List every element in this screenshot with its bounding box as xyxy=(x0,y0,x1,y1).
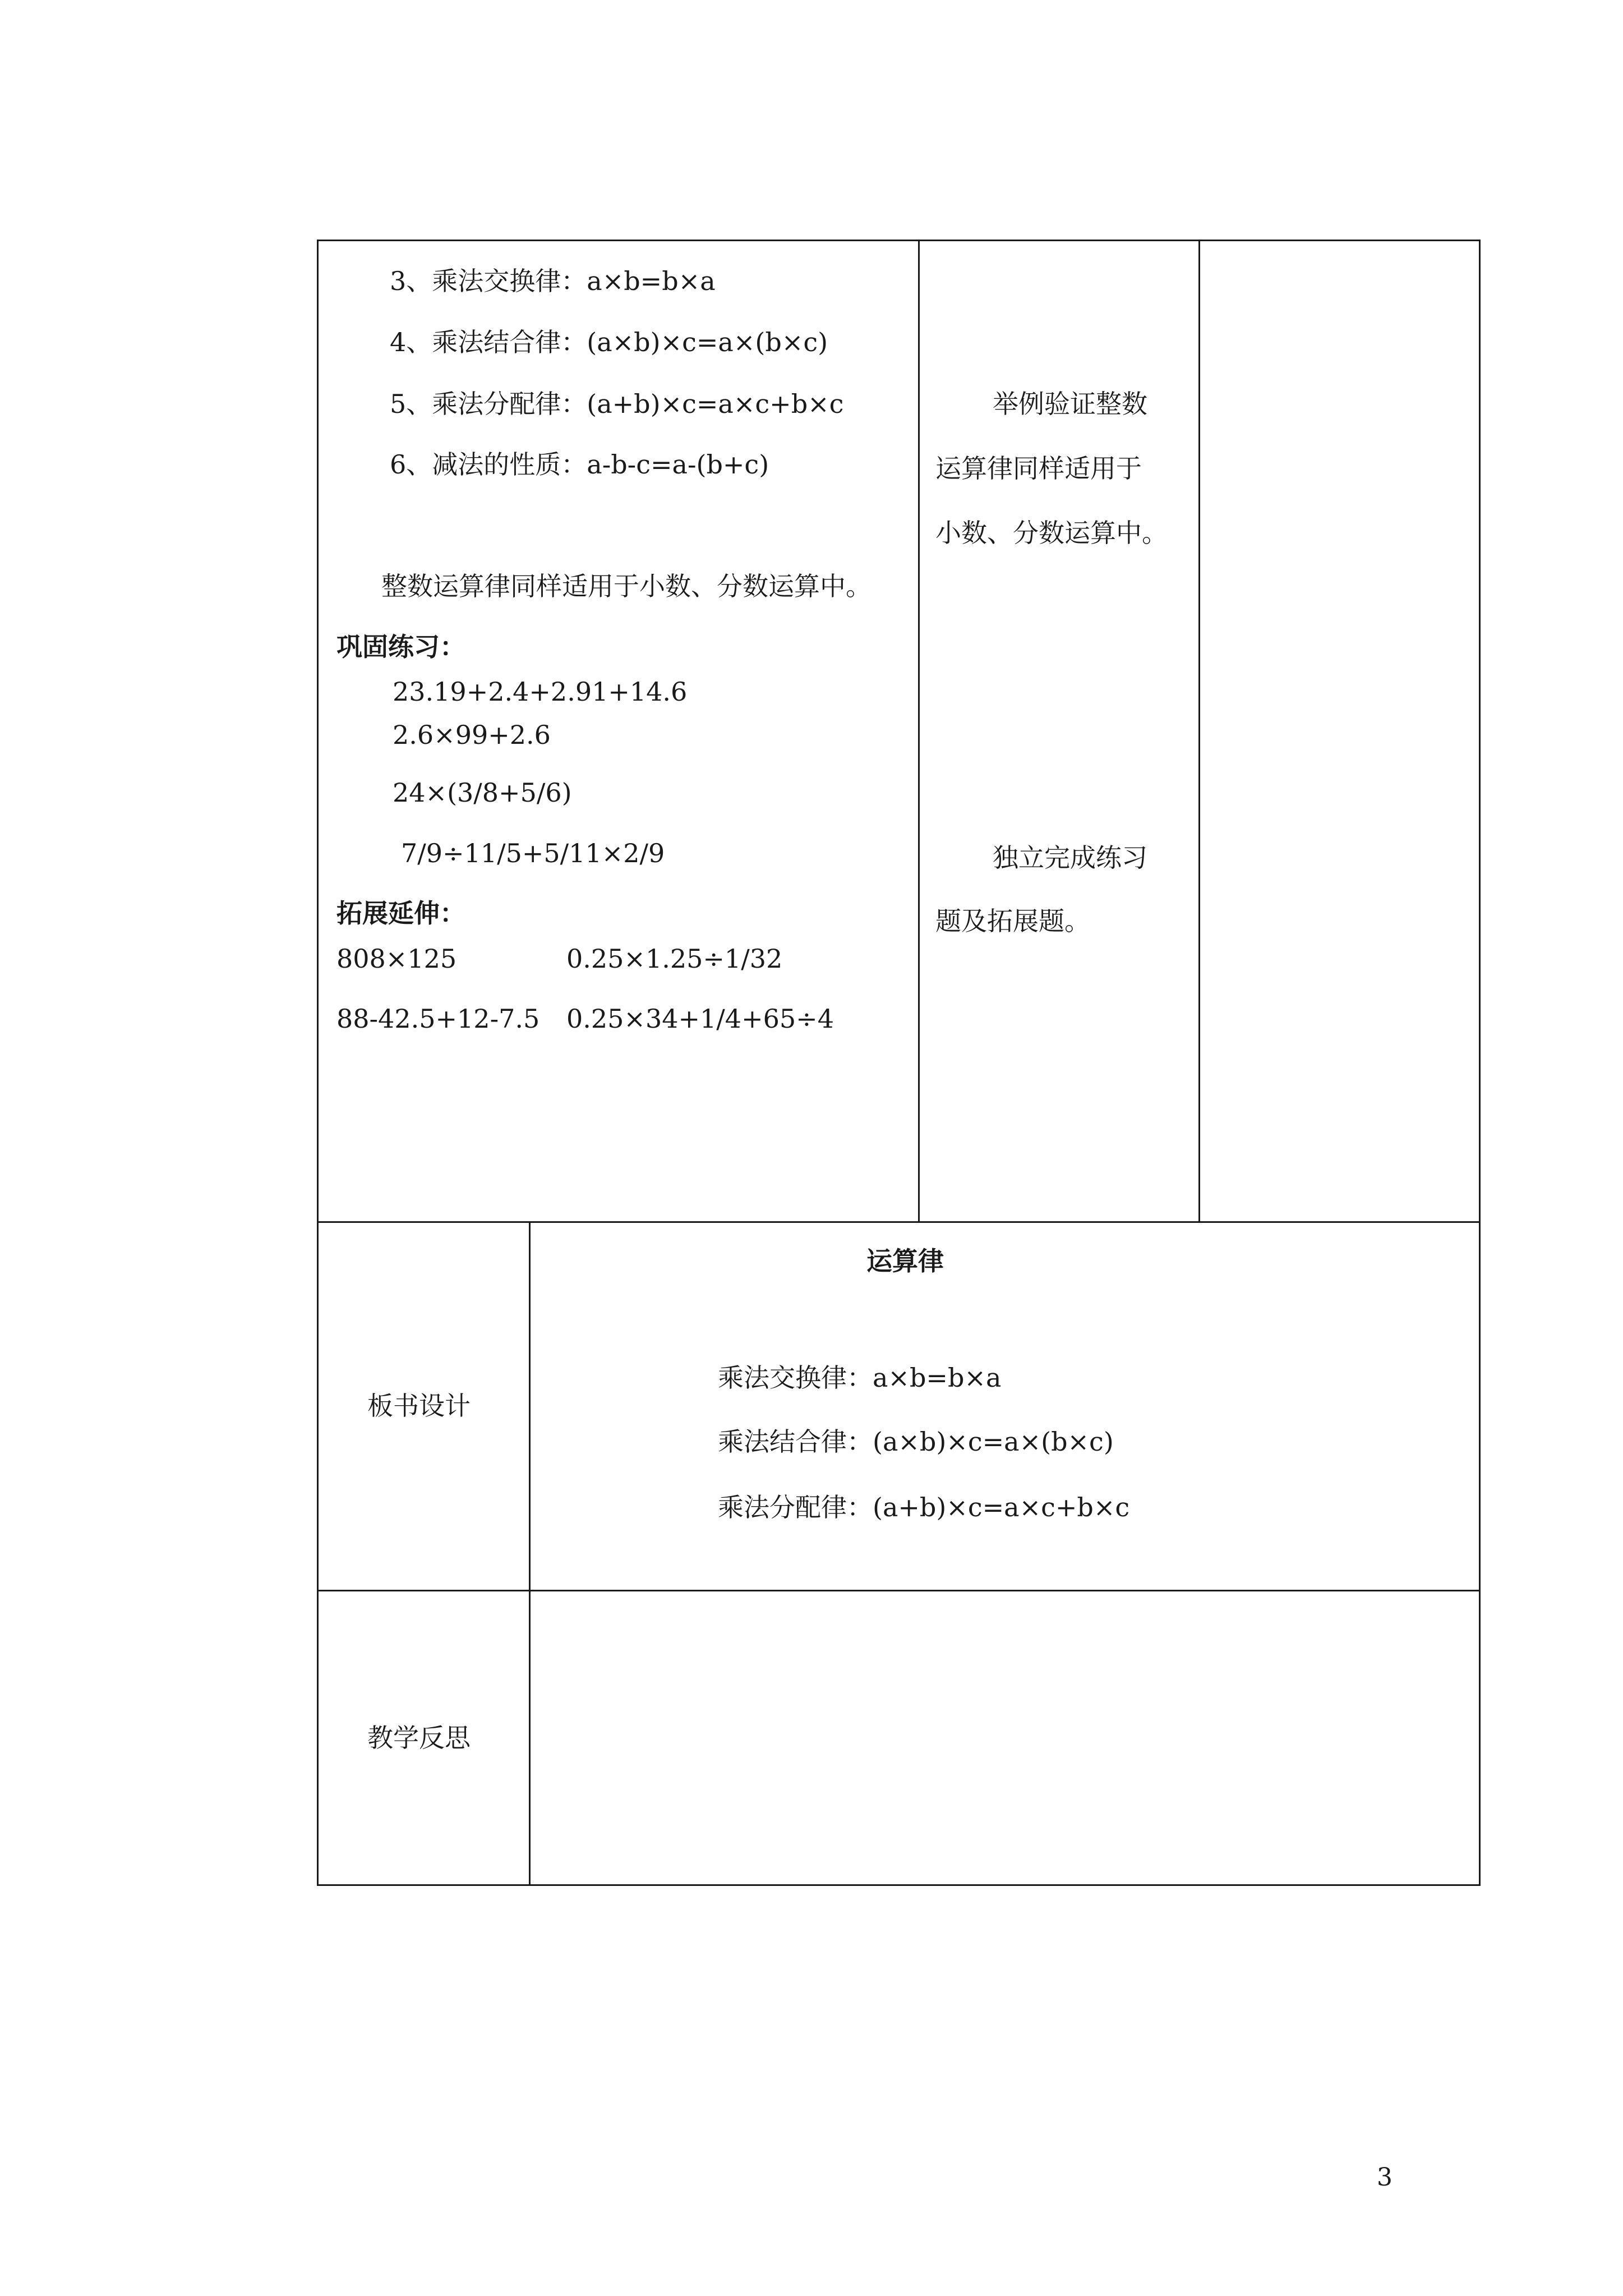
table-left-border xyxy=(317,240,319,1886)
table-bottom-border xyxy=(317,1884,1481,1886)
activity-practice-line-1: 独立完成练习 xyxy=(993,843,1147,873)
table-top-border xyxy=(317,240,1481,241)
activity-practice-line-2: 题及拓展题。 xyxy=(935,906,1090,936)
board-line-distributive: 乘法分配律：(a+b)×c=a×c+b×c xyxy=(718,1492,1130,1522)
page-number: 3 xyxy=(1377,2163,1393,2192)
practice-item-4: 7/9÷11/5+5/11×2/9 xyxy=(401,838,665,868)
practice-item-3: 24×(3/8+5/6) xyxy=(393,777,572,808)
rule-commutative: 3、乘法交换律：a×b=b×a xyxy=(390,266,716,296)
rule-associative: 4、乘法结合律：(a×b)×c=a×(b×c) xyxy=(390,327,828,357)
board-design-label: 板书设计 xyxy=(367,1391,471,1421)
label-column-divider xyxy=(529,1221,531,1886)
column-divider-1 xyxy=(918,240,920,1222)
row-divider-reflection xyxy=(317,1590,1481,1591)
rule-subtraction: 6、减法的性质：a-b-c=a-(b+c) xyxy=(390,449,769,480)
extension-item-2a: 88-42.5+12-7.5 xyxy=(336,1004,540,1034)
reflection-label: 教学反思 xyxy=(367,1723,471,1753)
summary-text: 整数运算律同样适用于小数、分数运算中。 xyxy=(381,571,872,601)
extension-item-2b: 0.25×34+1/4+65÷4 xyxy=(566,1004,834,1034)
extension-item-1b: 0.25×1.25÷1/32 xyxy=(566,944,783,974)
extension-heading: 拓展延伸： xyxy=(336,898,465,928)
activity-verify-line-3: 小数、分数运算中。 xyxy=(935,518,1168,548)
extension-item-1a: 808×125 xyxy=(336,944,457,974)
rule-distributive: 5、乘法分配律：(a+b)×c=a×c+b×c xyxy=(390,389,844,419)
column-divider-2 xyxy=(1198,240,1200,1222)
row-divider-board xyxy=(317,1221,1481,1223)
board-line-commutative: 乘法交换律：a×b=b×a xyxy=(718,1363,1002,1393)
practice-heading: 巩固练习： xyxy=(336,632,465,662)
table-right-border xyxy=(1479,240,1481,1886)
practice-item-2: 2.6×99+2.6 xyxy=(393,720,551,750)
activity-verify-line-1: 举例验证整数 xyxy=(993,389,1147,419)
activity-verify-line-2: 运算律同样适用于 xyxy=(935,453,1142,484)
board-design-title: 运算律 xyxy=(866,1246,944,1276)
board-line-associative: 乘法结合律：(a×b)×c=a×(b×c) xyxy=(718,1427,1114,1457)
practice-item-1: 23.19+2.4+2.91+14.6 xyxy=(393,677,688,707)
